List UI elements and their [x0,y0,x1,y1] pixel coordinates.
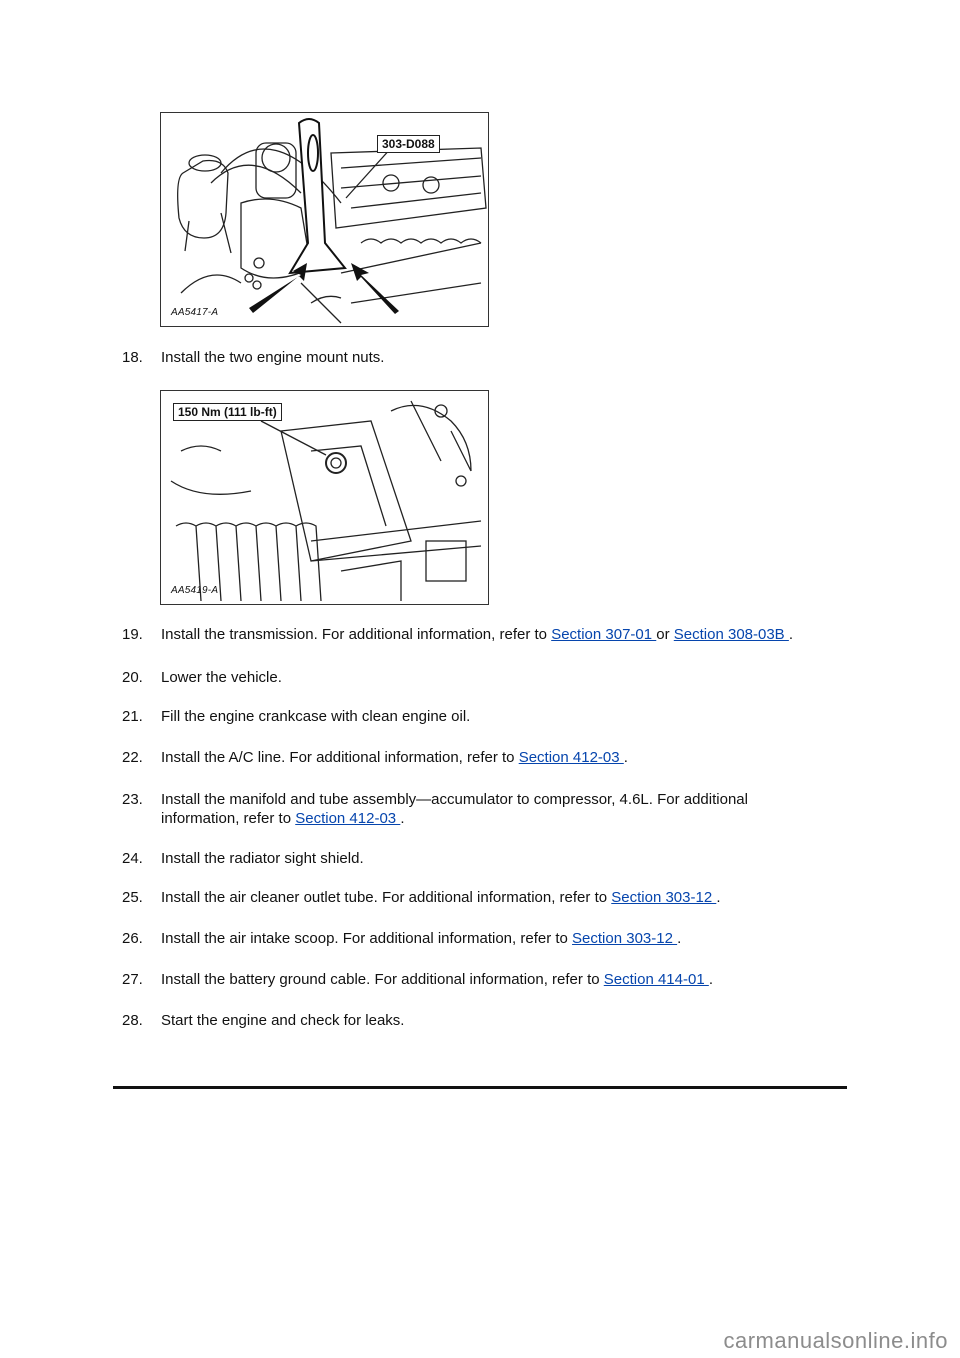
step-number: 25. [122,889,143,906]
step-number: 28. [122,1012,143,1029]
step-text: Lower the vehicle. [161,669,282,686]
step-number: 26. [122,930,143,947]
link-section-308-03b[interactable]: Section 308-03B [673,626,789,643]
figure-engine-mount-nut [160,390,489,605]
step-number: 27. [122,971,143,988]
step-number: 24. [122,850,143,867]
step-number: 20. [122,669,143,686]
step-number: 18. [122,349,143,366]
step-text: Install the radiator sight shield. [161,850,364,867]
step-text: Install the air cleaner outlet tube. For additional information, refer to Section 303-12 . [161,889,721,906]
step-text: Install the air intake scoop. For additional information, refer to Section 303-12 . [161,930,682,947]
tool-callout: 303-D088 [377,135,440,153]
step-text: Install the two engine mount nuts. [161,349,385,366]
figure-code: AA5419-A [171,585,219,596]
torque-callout: 150 Nm (111 lb-ft) [173,403,282,421]
step-text: Install the manifold and tube assembly—accumulator to compressor, 4.6L. For additional information, refer to Section 412-03 . [161,791,748,827]
figure-code: AA5417-A [171,307,219,318]
link-section-307-01[interactable]: Section 307-01 [551,626,657,643]
figure-engine-lift-bracket [160,112,489,327]
step-text: Install the battery ground cable. For additional information, refer to Section 414-01 . [161,971,713,988]
link-section-414-01[interactable]: Section 414-01 [603,971,709,988]
step-number: 22. [122,749,143,766]
step-text: Install the A/C line. For additional information, refer to Section 412-03 . [161,749,628,766]
step-text: Fill the engine crankcase with clean engine oil. [161,708,471,725]
link-section-412-03[interactable]: Section 412-03 [295,810,401,827]
link-section-303-12[interactable]: Section 303-12 [572,930,678,947]
step-number: 21. [122,708,143,725]
link-section-303-12[interactable]: Section 303-12 [611,889,717,906]
step-number: 23. [122,791,143,808]
site-watermark: carmanualsonline.info [723,1328,948,1353]
link-section-412-03[interactable]: Section 412-03 [518,749,624,766]
step-number: 19. [122,626,143,643]
engine-mount-nut-illustration [161,391,488,604]
step-text: Start the engine and check for leaks. [161,1012,405,1029]
footer-divider [113,1086,847,1089]
step-text: Install the transmission. For additional information, refer to Section 307-01 or Section 308-03B . [161,626,794,643]
